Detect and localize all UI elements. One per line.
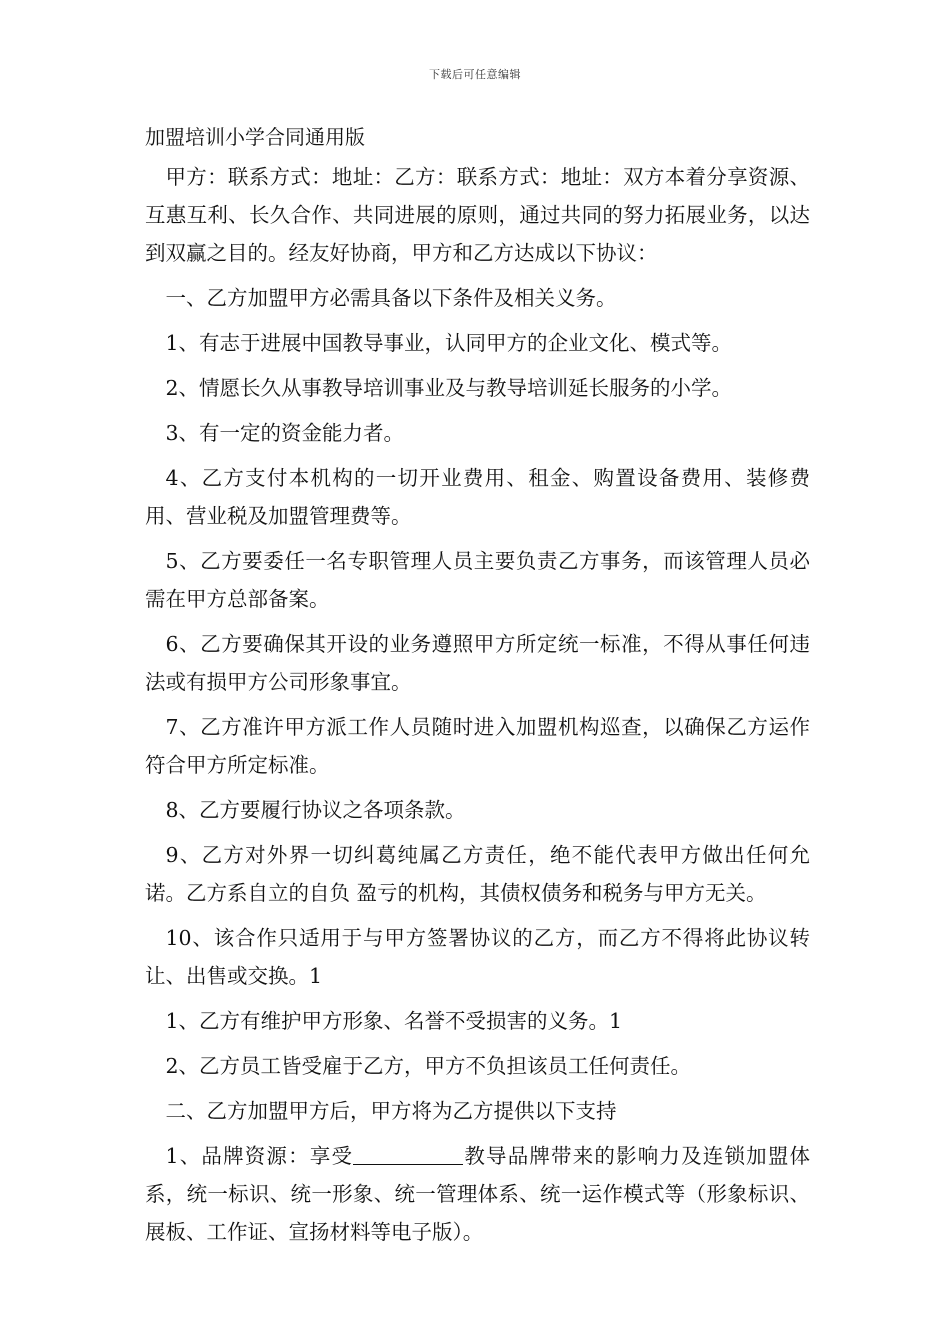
fill-in-blank [353, 1144, 463, 1166]
paragraph-item-5: 5、乙方要委任一名专职管理人员主要负责乙方事务，而该管理人员必需在甲方总部备案。 [145, 549, 810, 611]
paragraph-item-7: 7、乙方准许甲方派工作人员随时进入加盟机构巡查，以确保乙方运作符合甲方所定标准。 [145, 715, 810, 777]
paragraph-item-2: 2、情愿长久从事教导培训事业及与教导培训延长服务的小学。 [165, 376, 733, 400]
page-header: 下载后可任意编辑 [429, 68, 521, 81]
brand-resources-lead: 1、品牌资源：享受 [165, 1144, 354, 1168]
paragraph-item-8: 8、乙方要履行协议之各项条款。 [165, 798, 466, 822]
paragraph-section-1-heading: 一、乙方加盟甲方必需具备以下条件及相关义务。 [165, 286, 617, 310]
paragraph-section-2-heading: 二、乙方加盟甲方后，甲方将为乙方提供以下支持 [165, 1099, 617, 1123]
paragraph-item-12: 2、乙方员工皆受雇于乙方，甲方不负担该员工任何责任。 [165, 1054, 692, 1078]
paragraph-item-10: 10、该合作只适用于与甲方签署协议的乙方，而乙方不得将此协议转让、出售或交换。1 [145, 926, 810, 988]
paragraph-item-4: 4、乙方支付本机构的一切开业费用、租金、购置设备费用、装修费用、营业税及加盟管理费等。 [145, 466, 810, 528]
paragraph-item-1: 1、有志于进展中国教导事业，认同甲方的企业文化、模式等。 [165, 331, 733, 355]
document-title: 加盟培训小学合同通用版 [145, 125, 365, 149]
paragraph-item-6: 6、乙方要确保其开设的业务遵照甲方所定统一标准，不得从事任何违法或有损甲方公司形象事宜。 [145, 632, 810, 694]
paragraph-item-3: 3、有一定的资金能力者。 [165, 421, 405, 445]
paragraph-item-9: 9、乙方对外界一切纠葛纯属乙方责任，绝不能代表甲方做出任何允诺。乙方系自立的自负 盈亏的机构，其债权债务和税务与甲方无关。 [145, 843, 810, 905]
paragraph-brand-resources [145, 1137, 810, 1251]
paragraph-item-11: 1、乙方有维护甲方形象、名誉不受损害的义务。1 [165, 1009, 623, 1033]
brand-resources-rest: 教导品牌带来的影响力及连锁加盟体系，统一标识、统一形象、统一管理体系、统一运作模式等（形象标识、展板、工作证、宣扬材料等电子版）。 [145, 1144, 811, 1244]
paragraph-intro: 甲方：联系方式：地址：乙方：联系方式：地址：双方本着分享资源、互惠互利、长久合作、共同进展的原则，通过共同的努力拓展业务，以达到双赢之目的。经友好协商，甲方和乙方达成以下协议： [145, 165, 810, 265]
document-body [145, 118, 810, 1251]
